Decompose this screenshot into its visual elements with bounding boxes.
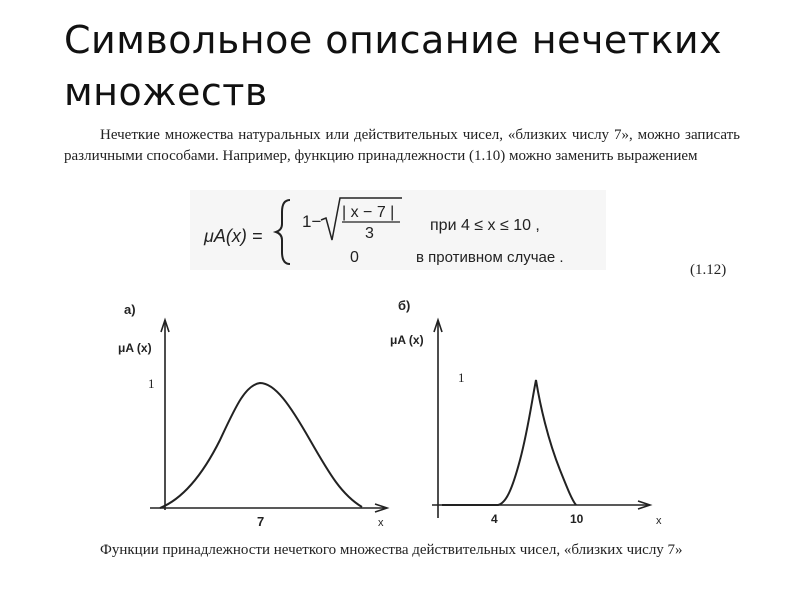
graph-a-y-axis-label: μA (x) — [118, 341, 152, 355]
paragraph-text: Нечеткие множества натуральных или действительных чисел, «близких числу 7», можно записать различными способами. Например, функцию принадлежности (1.10) можно заменить выражением — [64, 127, 740, 164]
graph-b-x-tick: 10 — [570, 512, 584, 526]
case1-condition: при 4 ≤ x ≤ 10 , — [430, 217, 540, 234]
graph-b-y-axis-label: μA (x) — [390, 333, 424, 347]
graph-a-x-axis-label: x — [378, 517, 384, 529]
graph-a-x-tick: 7 — [257, 514, 265, 529]
formula-image — [190, 190, 606, 270]
formula-one: 1− — [302, 212, 322, 231]
graph-a-y-tick: 1 — [148, 376, 155, 391]
graph-b-x-tick: 4 — [491, 512, 498, 526]
graph-a — [110, 290, 400, 540]
graph-b-panel-label: б) — [398, 298, 411, 313]
slide-title: Символьное описание нечетких множеств — [64, 18, 723, 114]
graph-a-curve — [160, 383, 362, 508]
graph-a-panel-label: а) — [124, 302, 136, 317]
graph-b-y-tick: 1 — [458, 370, 465, 385]
graph-b-curve — [442, 380, 576, 505]
formula-numerator: | x − 7 | — [342, 204, 395, 221]
left-brace — [276, 200, 290, 264]
graph-b-x-axis-label: x — [656, 515, 662, 527]
equation-number: (1.12) — [690, 262, 727, 278]
case2-condition: в противном случае . — [416, 249, 564, 266]
formula-lhs: μA(x) = — [204, 226, 263, 246]
graph-b — [380, 290, 680, 540]
figure-caption — [64, 540, 740, 561]
body-paragraph — [64, 125, 740, 167]
case2-expression: 0 — [350, 249, 359, 266]
caption-text: Функции принадлежности нечеткого множества действительных чисел, «близких числу 7» — [100, 542, 683, 558]
formula-denominator: 3 — [365, 225, 374, 242]
